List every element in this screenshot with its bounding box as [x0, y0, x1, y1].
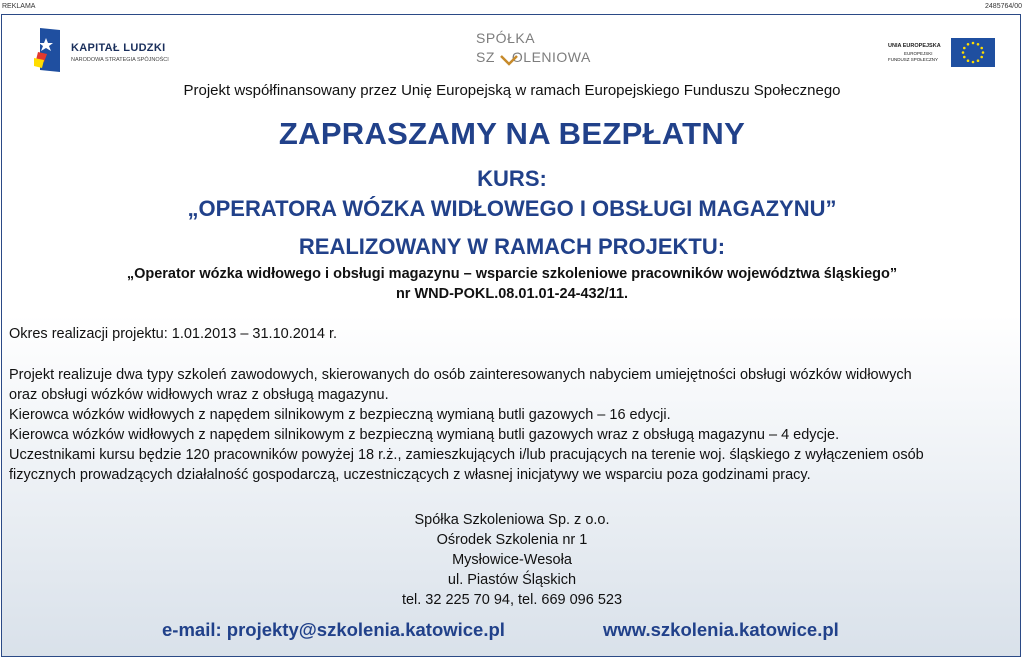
spolka-logo-line2	[476, 49, 591, 65]
contact-company: Spółka Szkoleniowa Sp. z o.o.	[414, 512, 610, 528]
ad-label: REKLAMA	[2, 3, 36, 10]
top-bar	[0, 0, 1024, 14]
spolka-szkoleniowa-logo	[474, 30, 604, 70]
kapital-ludzki-subtitle: NARODOWA STRATEGIA SPÓJNOŚCI	[71, 57, 169, 63]
contact-street: ul. Piastów Śląskich	[447, 572, 577, 588]
project-name: „Operator wózka widłowego i obsługi magazynu – wsparcie szkoleniowe pracowników województwa śląskiego”	[126, 266, 898, 282]
eu-logo-line2: EUROPEJSKI	[904, 51, 933, 56]
cofinancing-note: Projekt współfinansowany przez Unię Europejską w ramach Europejskiego Funduszu Społecznego	[183, 82, 841, 99]
realized-label: REALIZOWANY W RAMACH PROJEKTU:	[298, 234, 726, 259]
description-line: Kierowca wózków widłowych z napędem silnikowym z bezpieczną wymianą butli gazowych wraz z obsługą magazynu – 4 edycje.	[9, 427, 840, 443]
spolka-logo-line2b: OLENIOWA	[511, 49, 591, 65]
course-title: „OPERATORA WÓZKA WIDŁOWEGO I OBSŁUGI MAGAZYNU”	[187, 196, 837, 221]
email-link[interactable]: e-mail: projekty@szkolenia.katowice.pl	[162, 619, 505, 640]
description-line: fizycznych prowadzących działalność gospodarczą, uczestniczących z własnej inicjatywy we wsparciu poza godzinami pracy.	[9, 467, 811, 483]
contact-city: Mysłowice-Wesoła	[452, 552, 572, 568]
kapital-ludzki-logo	[34, 28, 194, 74]
kapital-ludzki-icon	[34, 28, 64, 74]
eu-logo-line1: UNIA EUROPEJSKA	[888, 43, 941, 49]
spolka-logo-line2a: SZ	[476, 49, 495, 65]
contact-center: Ośrodek Szkolenia nr 1	[436, 532, 588, 548]
description-line: Kierowca wózków widłowych z napędem silnikowym z bezpieczną wymianą butli gazowych – 16 edycji.	[9, 407, 671, 423]
description-line: oraz obsługi wózków widłowych wraz z obsługą magazynu.	[9, 387, 389, 403]
spolka-chevron-icon	[500, 54, 518, 66]
spolka-logo-line1: SPÓŁKA	[476, 30, 536, 46]
project-period: Okres realizacji projektu: 1.01.2013 – 31.10.2014 r.	[9, 326, 338, 342]
kapital-ludzki-title: KAPITAŁ LUDZKI	[71, 42, 166, 54]
eu-flag-icon	[951, 38, 995, 67]
eu-logo-line3: FUNDUSZ SPOŁECZNY	[888, 57, 939, 62]
project-number: nr WND-POKL.08.01.01-24-432/11.	[395, 286, 629, 302]
website-link[interactable]: www.szkolenia.katowice.pl	[603, 619, 839, 640]
kurs-label: KURS:	[477, 166, 547, 191]
contact-phone: tel. 32 225 70 94, tel. 669 096 523	[401, 592, 623, 608]
headline: ZAPRASZAMY NA BEZPŁATNY	[278, 116, 746, 151]
description-line: Uczestnikami kursu będzie 120 pracowników powyżej 18 r.ż., zamieszkujących i/lub pracujących na terenie woj. śląskiego z wyłączeniem osób	[9, 447, 924, 463]
description-line: Projekt realizuje dwa typy szkoleń zawodowych, skierowanych do osób zainteresowanych nabyciem umiejętności obsługi wózków widłowych	[9, 367, 912, 383]
ad-frame	[1, 14, 1021, 657]
eu-logo	[882, 37, 997, 69]
ad-id: 2485764/00	[985, 3, 1022, 10]
